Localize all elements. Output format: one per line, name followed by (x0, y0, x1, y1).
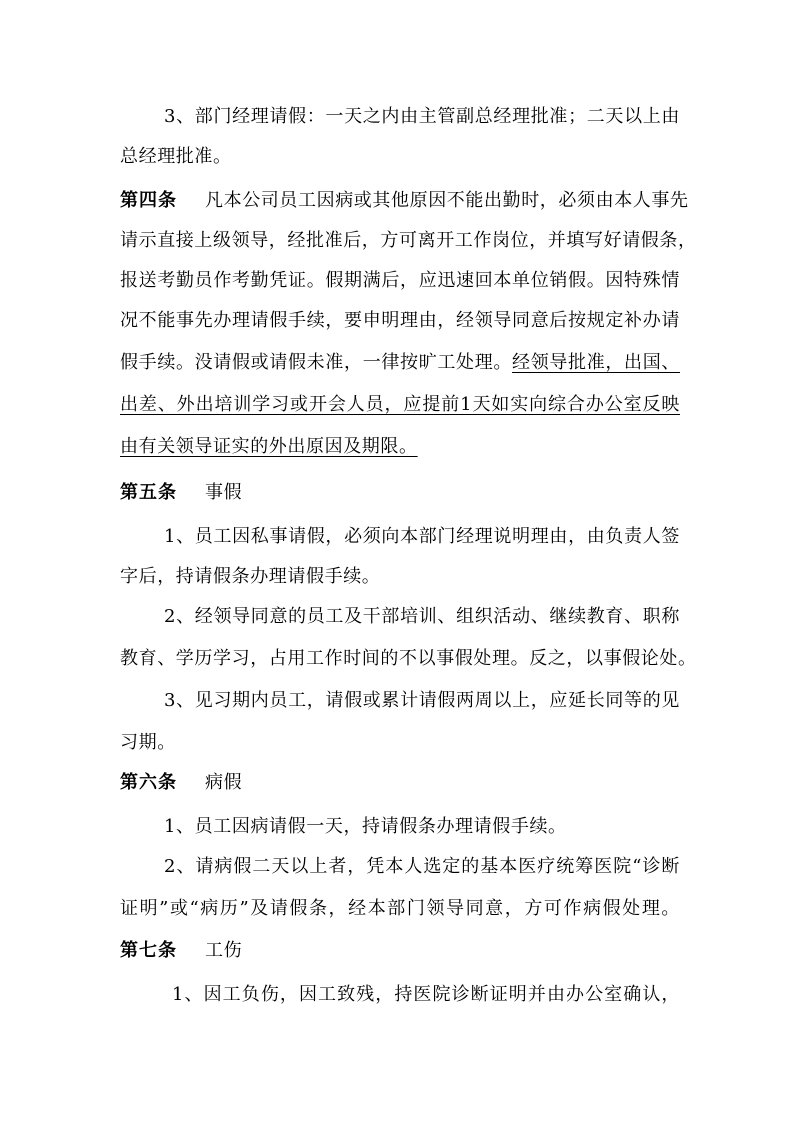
text-line: 2、请病假二天以上者，凭本人选定的基本医疗统筹医院“诊断 (164, 856, 680, 877)
text-line: 3、部门经理请假：一天之内由主管副总经理批准；二天以上由 (164, 106, 680, 127)
text-line: 证明”或“病历”及请假条，经本部门领导同意，方可作病假处理。 (120, 898, 680, 919)
text-line: 3、见习期内员工，请假或累计请假两周以上，应延长同等的见 (164, 690, 680, 711)
article-5-heading: 第五条 (120, 482, 177, 503)
text-line: 教育、学历学习，占用工作时间的不以事假处理。反之，以事假论处。 (120, 648, 697, 669)
article-6-heading-line (120, 770, 680, 796)
article-7-heading-line (120, 938, 680, 964)
text-line: 总经理批准。 (120, 146, 232, 167)
article-5-title: 事假 (205, 482, 243, 503)
text-line: 1、员工因私事请假，必须向本部门经理说明理由，由负责人签 (164, 526, 680, 547)
article-7-title: 工伤 (205, 940, 243, 961)
text-line: 习期。 (120, 732, 176, 753)
text-line: 凡本公司员工因病或其他原因不能出勤时，必须由本人事先 (205, 190, 689, 211)
text-line: 2、经领导同意的员工及干部培训、组织活动、继续教育、职称 (164, 606, 680, 627)
article-6-heading: 第六条 (120, 772, 177, 793)
article-7-heading: 第七条 (120, 940, 177, 961)
article-6-title: 病假 (205, 772, 243, 793)
text-line: 1、员工因病请假一天，持请假条办理请假手续。 (164, 816, 567, 837)
text-line: 请示直接上级领导，经批准后，方可离开工作岗位，并填写好请假条， (120, 230, 697, 251)
text-line: 况不能事先办理请假手续，要申明理由，经领导同意后按规定补办请 (120, 310, 680, 331)
underlined-text-line (120, 434, 680, 460)
article-5-heading-line (120, 480, 680, 506)
text-line: 1、因工负伤，因工致残，持医院诊断证明并由办公室确认， (172, 984, 680, 1005)
article-4-heading: 第四条 (120, 190, 177, 211)
underlined-text: 经领导批准，出国、 (512, 352, 680, 373)
text-line: 报送考勤员作考勤凭证。假期满后，应迅速回本单位销假。因特殊情 (120, 270, 680, 291)
underlined-text: 由有关领导证实的外出原因及期限。 (120, 436, 418, 457)
text-line (120, 350, 680, 376)
article-4-paragraph (120, 188, 689, 214)
underlined-text: 出差、外出培训学习或开会人员，应提前1天如实向综合办公室反映 (120, 394, 680, 415)
text-line: 字后，持请假条办理请假手续。 (120, 566, 381, 587)
text-segment: 假手续。没请假或请假未准，一律按旷工处理。 (120, 352, 513, 373)
